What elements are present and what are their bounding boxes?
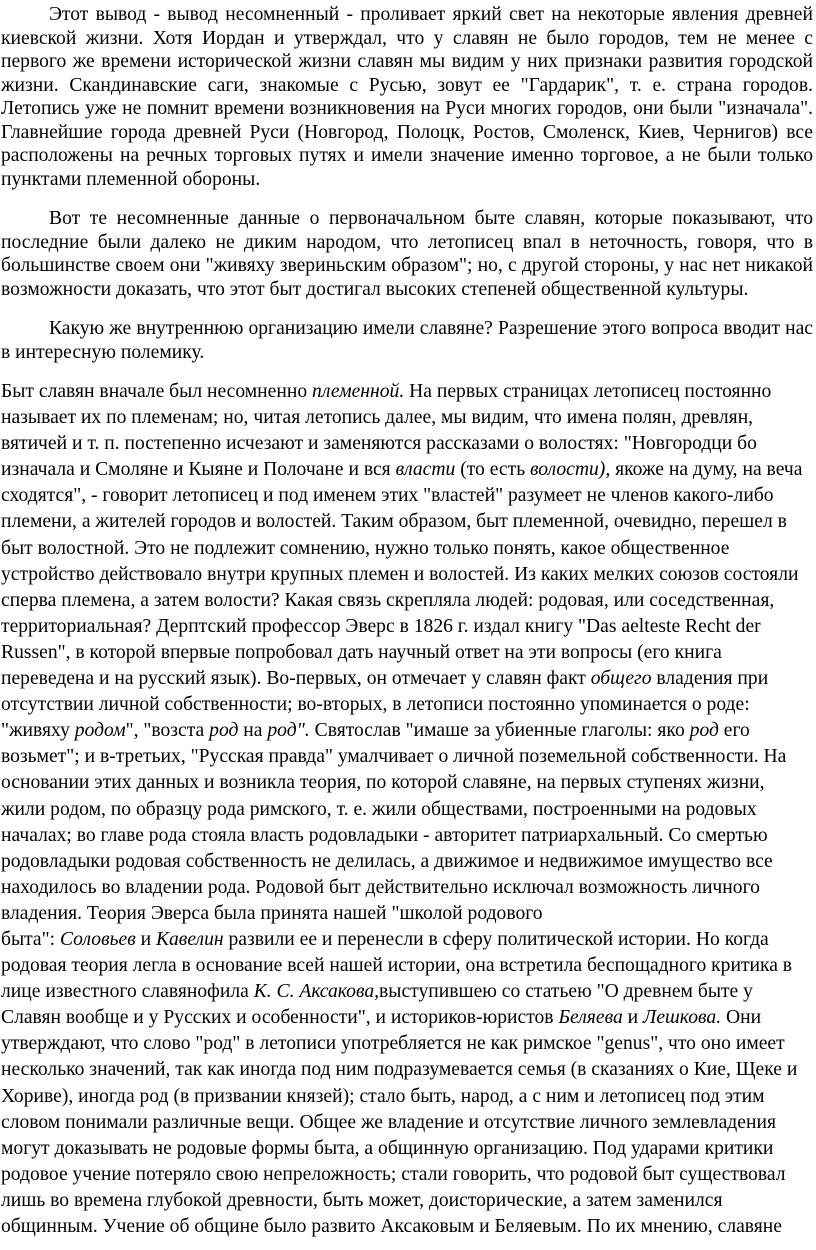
text-run: быт волостной. Это не подлежит сомнению, нужно только понять, какое общественное — [1, 537, 730, 559]
text-run: на — [238, 720, 268, 742]
text-run: находилось во владении рода. Родовой быт действительно исключал возможность личного — [1, 876, 760, 898]
text-line — [1, 744, 814, 770]
italic-term: Соловьев — [59, 928, 136, 950]
text-run: владения. Теория Эверса была принята нашей "школой родового — [1, 902, 543, 924]
text-line — [1, 1031, 814, 1057]
text-line — [1, 588, 814, 614]
text-run: утверждают, что слово "род" в летописи употребляется не как римское "genus", что оно имеет — [1, 1033, 785, 1055]
text-line — [1, 1136, 814, 1162]
paragraph-clan-theory — [0, 379, 816, 1240]
text-run: Славян вообще и у Русских и особенности", и историков-юристов — [1, 1007, 559, 1029]
text-run: сперва племена, а затем волости? Какая связь скрепляла людей: родовая, или соседственная, — [1, 589, 775, 611]
text-run: лице известного славянофила — [1, 981, 254, 1003]
text-run: ", "возста — [125, 720, 210, 742]
text-line — [1, 692, 814, 718]
italic-term: племенной. — [312, 381, 405, 402]
text-line — [1, 718, 814, 744]
text-line — [1, 509, 814, 535]
text-line — [1, 823, 814, 849]
text-line — [1, 979, 814, 1005]
text-line — [1, 1057, 814, 1083]
text-line — [1, 1214, 814, 1240]
italic-term: Лешкова. — [643, 1007, 722, 1029]
text-run: родовая теория легла в основание всей нашей истории, она встретила беспощадного критика в — [1, 955, 793, 977]
italic-term: К. С. Аксакова, — [253, 981, 380, 1003]
text-line — [1, 483, 814, 509]
text-run: вятичей и т. п. постепенно исчезают и заменяются рассказами о волостях: "Новгородци бо — [1, 433, 757, 455]
italic-term: родом — [74, 720, 126, 742]
text-run: устройство действовало внутри крупных племен и волостей. Из каких мелких союзов состояли — [1, 563, 799, 585]
text-run: Хориве), иногда род (в призвании князей); стало быть, народ, а с ним и летописец под этим — [1, 1085, 765, 1107]
text-line — [1, 431, 814, 457]
text-run: называет их по племенам; но, читая летопись далее, мы видим, что имена полян, древлян, — [1, 407, 754, 429]
text-line — [1, 1110, 814, 1136]
text-run: лишь во времена глубокой древности, быть может, доисторические, а затем заменился — [1, 1189, 723, 1211]
paragraph-slavic-life: Вот те несомненные данные о первоначальном быте славян, которые показывают, что последние были далеко не диким народом, что летописец впал в неточность, говоря, что в большинстве своем они "живяху звериньским образом"; но, с другой стороны, у нас нет никакой возможности доказать, что этот быт достигал высоких степеней общественной культуры. — [1, 208, 813, 300]
italic-term: Кавелин — [156, 928, 224, 950]
text-run: быта": — [1, 928, 60, 950]
text-run: развили ее и перенесли в сферу политической истории. Но когда — [223, 928, 769, 950]
text-run: территориальная? Дерптский профессор Эверс в 1826 г. издал книгу "Das aelteste Recht der — [1, 615, 761, 637]
text-run: племени, а жителей городов и волостей. Таким образом, быт племенной, очевидно, перешел в — [1, 511, 787, 533]
text-line — [1, 901, 814, 927]
italic-term: волости), — [530, 459, 611, 481]
text-run: началах; во главе рода стояла власть родовладыки - авторитет патриархальный. Со смертью — [1, 824, 768, 846]
text-line — [1, 1188, 814, 1214]
text-run: выступившею со статьею "О древнем быте у — [379, 981, 753, 1003]
text-run: и — [622, 1007, 644, 1029]
text-line — [1, 770, 814, 796]
text-run: переведена и на русский язык). Во-первых, он отмечает у славян факт — [1, 668, 591, 690]
text-run: его — [718, 720, 750, 742]
text-run: (то есть — [455, 459, 531, 481]
text-run: Быт славян вначале был несомненно — [1, 381, 313, 402]
text-run: На первых страницах летописец постоянно — [404, 381, 772, 402]
text-run: Они — [721, 1007, 762, 1029]
text-run: родовое учение потеряло свою непреложность; стали говорить, что родовой быт существовал — [1, 1163, 786, 1185]
text-line — [1, 875, 814, 901]
text-run: отсутствии личной собственности; во-вторых, в летописи постоянно упоминается о роде: — [1, 694, 750, 716]
text-run: жили родом, по образцу рода римского, т. е. жили обществами, построенными на родовых — [1, 798, 757, 820]
text-line — [1, 405, 814, 431]
text-run: словом понимали различные вещи. Общее же владение и отсутствие личного землевладения — [1, 1111, 776, 1133]
paragraph-organization-question: Какую же внутреннюю организацию имели славяне? Разрешение этого вопроса вводит нас в интересную полемику. — [1, 318, 813, 363]
text-line — [1, 927, 814, 953]
italic-term: власти — [395, 459, 456, 481]
text-run: владения при — [651, 668, 769, 690]
text-run: основании этих данных и возникла теория, по которой славяне, на первых ступенях жизни, — [1, 772, 765, 794]
italic-term: род — [209, 720, 239, 742]
text-line — [1, 1162, 814, 1188]
italic-term: род". — [267, 720, 310, 742]
text-run: общинным. Учение об общине было развито Аксаковым и Беляевым. По их мнению, славяне — [1, 1216, 782, 1237]
text-run: сходятся", - говорит летописец и под именем этих "властей" разумеет не членов какого-либо — [1, 485, 774, 507]
italic-term: общего — [590, 668, 652, 690]
text-run: и — [135, 928, 156, 950]
text-run: возьмет"; и в-третьих, "Русская правда" умалчивает о личной поземельной собственности. На — [1, 746, 787, 768]
italic-term: Беляева — [558, 1007, 623, 1029]
text-line — [1, 640, 814, 666]
text-run: могут доказывать не родовые формы быта, а общинную организацию. Под ударами критики — [1, 1137, 774, 1159]
text-line — [1, 562, 814, 588]
text-line — [1, 1005, 814, 1031]
text-line — [1, 379, 814, 405]
text-run: Russen", в которой впервые попробовал дать научный ответ на эти вопросы (его книга — [1, 641, 722, 663]
text-run: "живяху — [1, 720, 75, 742]
text-run: родовладыки родовая собственность не делилась, а движимое и недвижимое имущество все — [1, 850, 773, 872]
text-line — [1, 797, 814, 823]
text-line — [1, 536, 814, 562]
text-run: изначала и Смоляне и Кыяне и Полочане и вся — [1, 459, 396, 481]
text-line — [1, 457, 814, 483]
text-line — [1, 849, 814, 875]
text-line — [1, 953, 814, 979]
paragraph-gardarik: Этот вывод - вывод несомненный - проливает яркий свет на некоторые явления древней киевской жизни. Хотя Иордан и утверждал, что у славян не было городов, тем не менее с первого же времени исторической жизни славян мы видим у них признаки развития городской жизни. Скандинавские саги, знакомые с Русью, зовут ее "Гардарик", т. е. страна городов. Летопись уже не помнит времени возникновения на Руси многих городов, они были "изначала". Главнейшие города древней Руси (Новгород, Полоцк, Ростов, Смоленск, Киев, Чернигов) все расположены на речных торговых путях и имели значение именно торговое, а не были только пунктами племенной обороны. — [1, 4, 813, 190]
text-run: якоже на думу, на веча — [610, 459, 803, 481]
italic-term: род — [689, 720, 719, 742]
text-line — [1, 614, 814, 640]
text-line — [1, 666, 814, 692]
text-line — [1, 1084, 814, 1110]
text-run: Святослав "имаше за убиенные глаголы: яко — [309, 720, 690, 742]
text-run: несколько значений, так как иногда под ним подразумевается семья (в сказаниях о Кие, Щеке и — [1, 1059, 798, 1081]
